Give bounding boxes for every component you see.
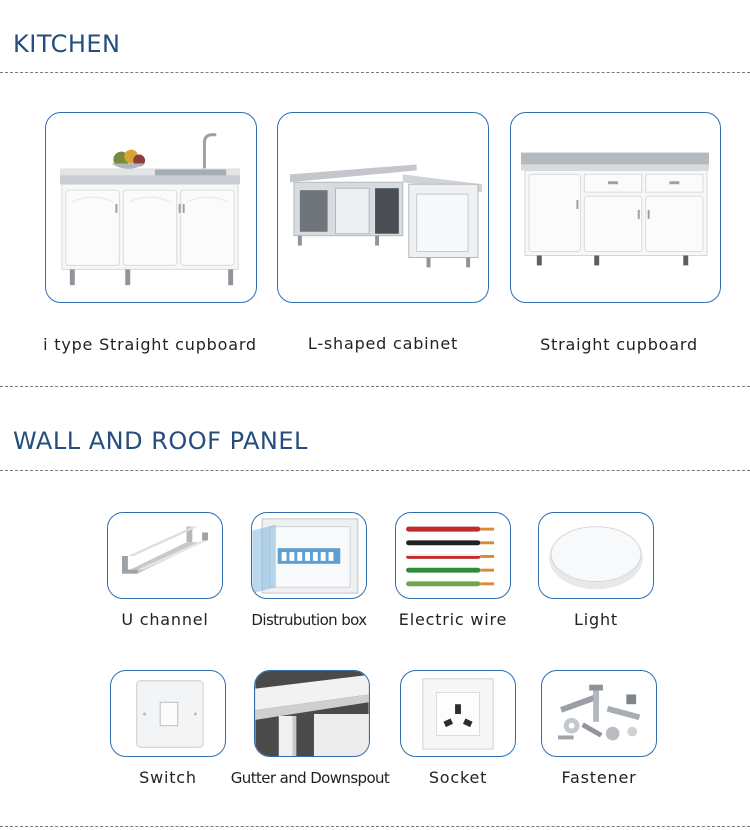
straight-cupboard-image — [511, 113, 720, 302]
card-distribution-box[interactable] — [251, 512, 367, 599]
label-socket: Socket — [428, 768, 488, 787]
fastener-image — [542, 671, 656, 756]
card-socket[interactable] — [400, 670, 516, 757]
electric-wire-image — [396, 513, 510, 598]
sink-cupboard-image — [46, 113, 256, 302]
kitchen-label-1: i type Straight cupboard — [43, 335, 257, 354]
label-light: Light — [574, 610, 618, 629]
kitchen-card-straight-cupboard[interactable] — [510, 112, 721, 303]
ceiling-light-image — [539, 513, 653, 598]
label-electric-wire: Electric wire — [398, 610, 508, 629]
gutter-image — [255, 671, 369, 756]
section-title-wall-roof: WALL AND ROOF PANEL — [13, 427, 308, 455]
section-title-kitchen: KITCHEN — [13, 30, 121, 58]
kitchen-label-2: L-shaped cabinet — [307, 334, 459, 353]
card-u-channel[interactable] — [107, 512, 223, 599]
socket-image — [401, 671, 515, 756]
distribution-box-image — [252, 513, 366, 598]
card-electric-wire[interactable] — [395, 512, 511, 599]
kitchen-label-3: Straight cupboard — [540, 335, 698, 354]
divider — [0, 386, 750, 387]
card-light[interactable] — [538, 512, 654, 599]
card-switch[interactable] — [110, 670, 226, 757]
u-channel-image — [108, 513, 222, 598]
label-switch: Switch — [139, 768, 197, 787]
light-switch-image — [111, 671, 225, 756]
label-gutter: Gutter and Downspout — [230, 769, 390, 787]
divider — [0, 470, 750, 471]
label-distribution-box: Distrubution box — [251, 611, 367, 629]
divider — [0, 72, 750, 73]
label-fastener: Fastener — [561, 768, 637, 787]
divider — [0, 826, 750, 827]
card-fastener[interactable] — [541, 670, 657, 757]
label-u-channel: U channel — [121, 610, 209, 629]
kitchen-card-l-cabinet[interactable] — [277, 112, 489, 303]
l-cabinet-image — [278, 113, 488, 302]
card-gutter[interactable] — [254, 670, 370, 757]
kitchen-card-sink-cupboard[interactable] — [45, 112, 257, 303]
